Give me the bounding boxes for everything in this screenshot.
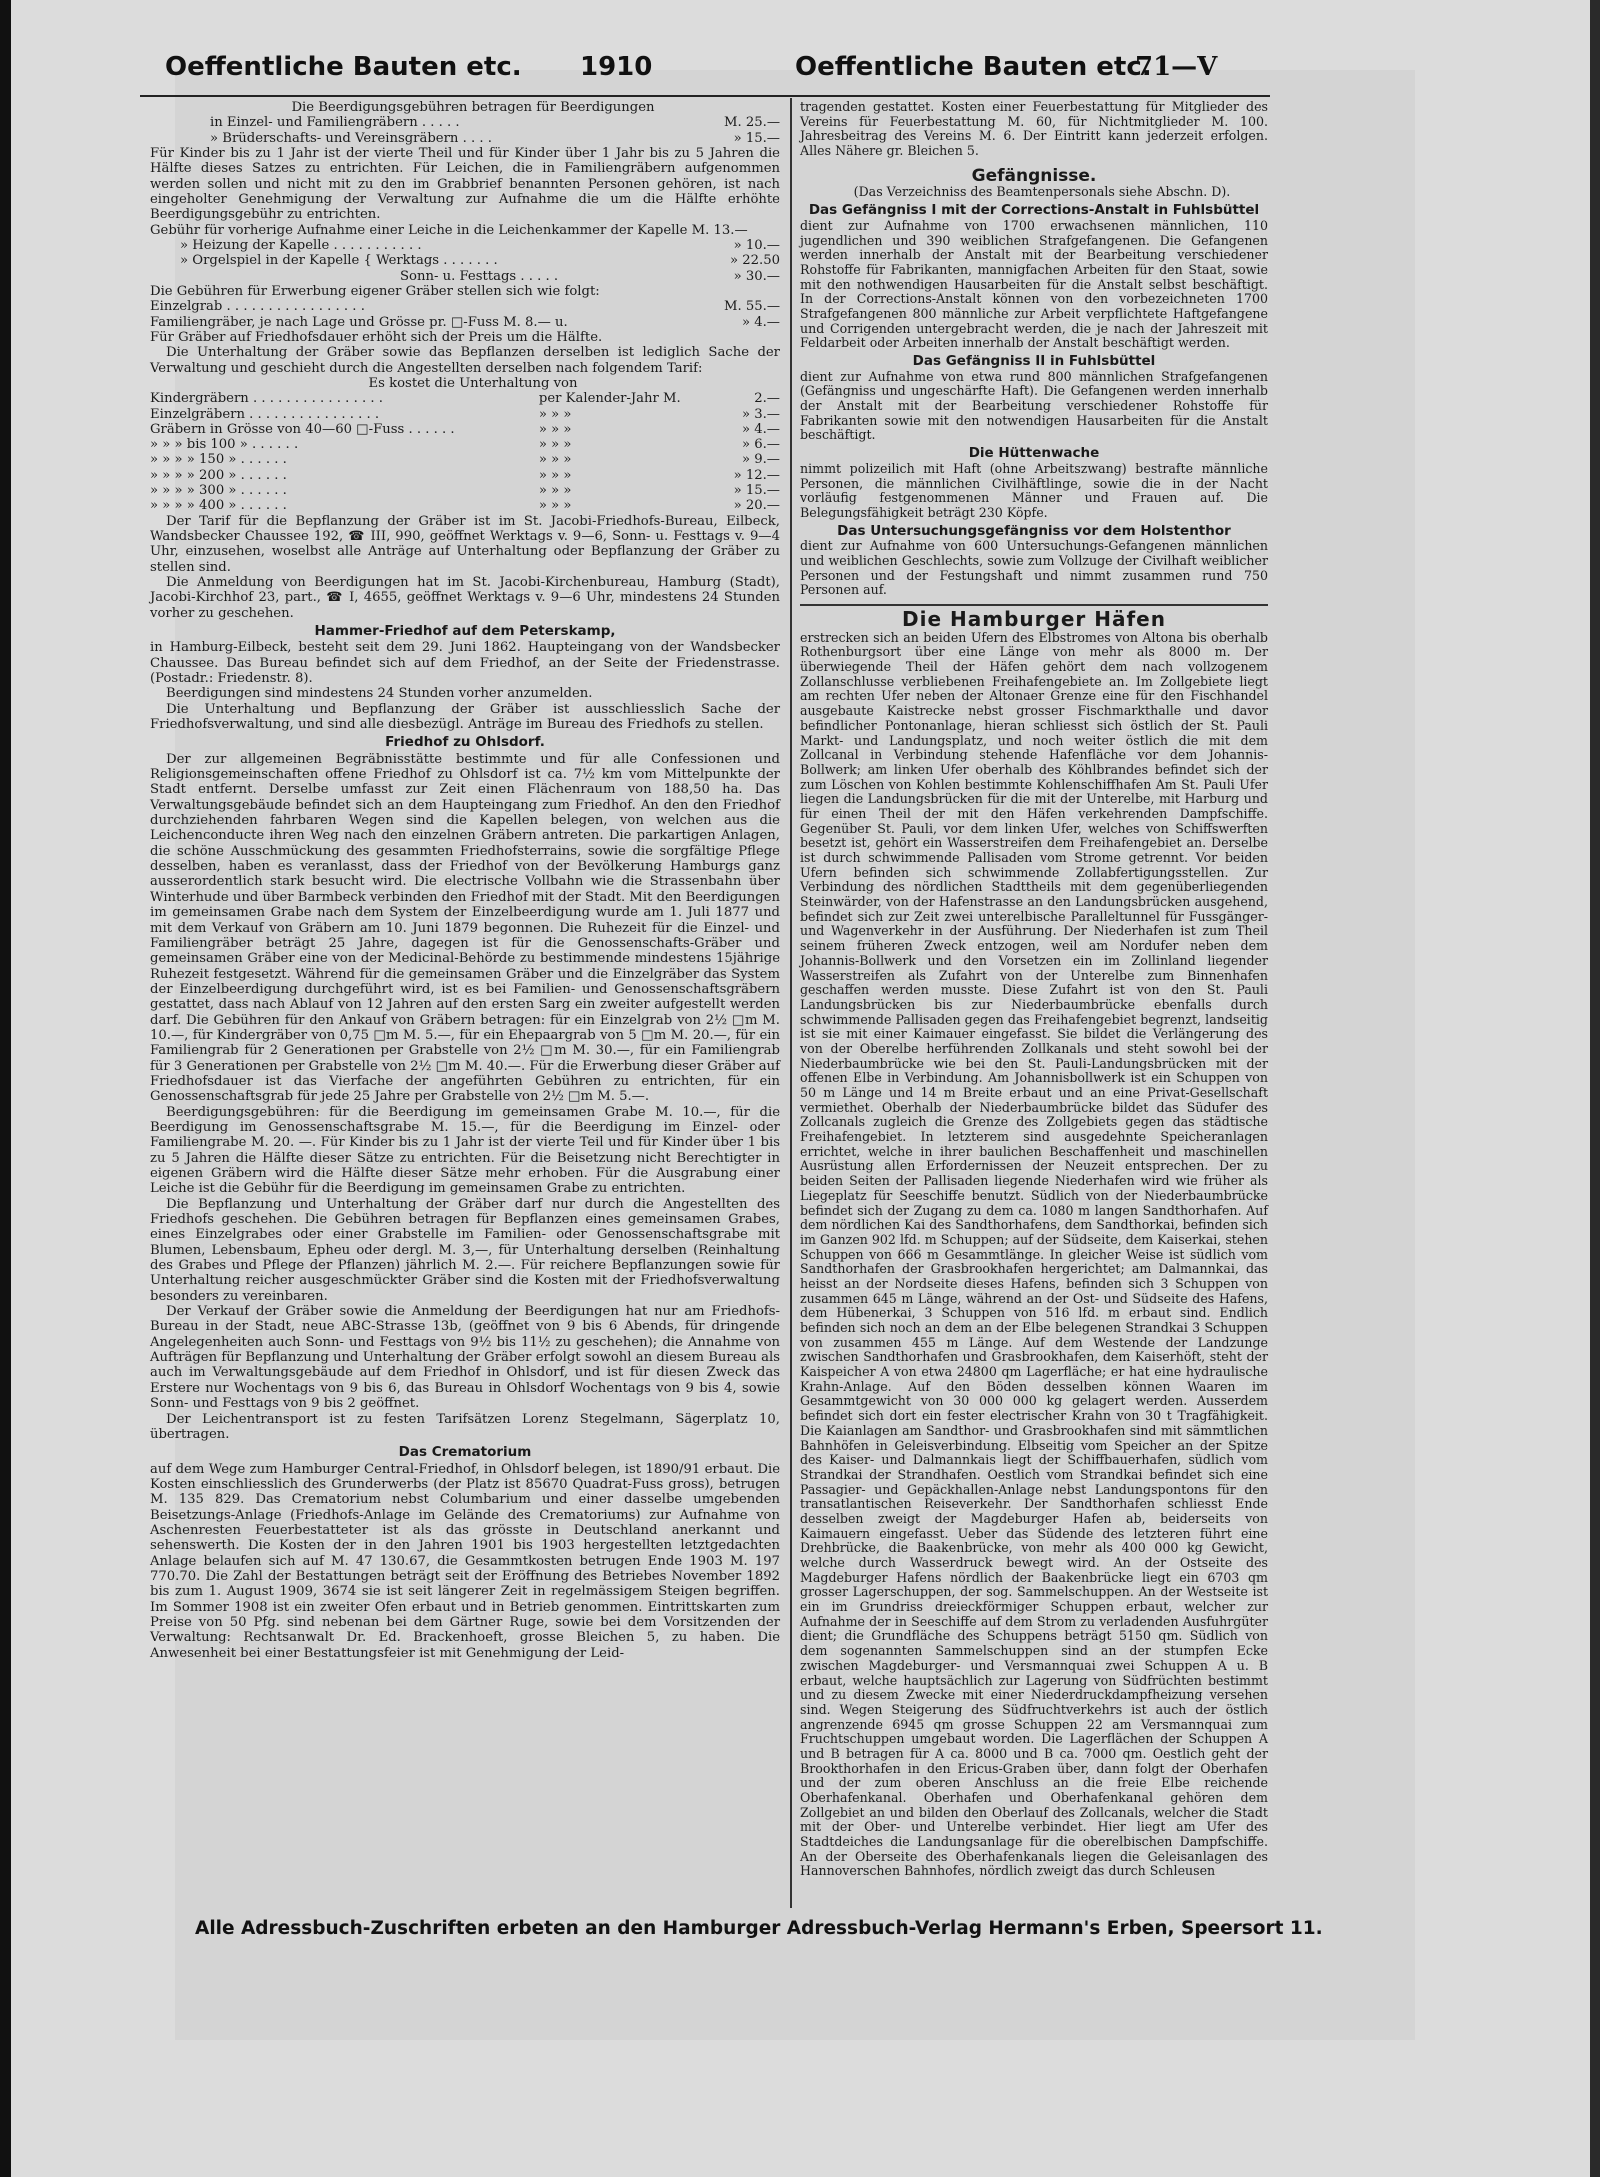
header-rule: [140, 95, 1270, 97]
remand-prison-text: dient zur Aufnahme von 600 Untersuchungs-Gefangenen männlichen und weiblichen Geschlechts, sowie zum Vollzuge der Civilhaft weiblicher Personen und der Festungshaft und nimmt zusammen rund 750 Personen auf.: [800, 538, 1268, 598]
ohlsdorf-text-4: Der Verkauf der Gräber sowie die Anmeldung der Beerdigungen hat nur am Friedhofs-Bureau in der Stadt, neue ABC-Strasse 13b, (geöffnet von 9 bis 6 Abends, für dringende Angelegenheiten auch Sonn- und Festtags von 9½ bis 11½ zu geschehen); die Annahme von Aufträgen für Bepflanzung und Unterhaltung der Gräber erfolgt sowohl an diesem Bureau als auch im Verwaltungsgebäude auf dem Friedhof in Ohlsdorf, und ist für diesen Zweck das Erstere nur Wochentags von 9 bis 6, das Bureau in Ohlsdorf Wochentags von 9 bis 4, sowie Sonn- und Festtags von 9 bis 2 geöffnet.: [150, 1304, 780, 1412]
crematorium-text: auf dem Wege zum Hamburger Central-Friedhof, in Ohlsdorf belegen, ist 1890/91 erbaut. Die Kosten einschliesslich des Grunderwerbs (der Platz ist 85670 Quadrat-Fuss gross), betrugen M. 135 829. Das Crematorium nebst Columbarium und einer dasselbe umgebenden Beisetzungs-Anlage (Friedhofs-Anlage im Gelände des Crematoriums) zur Aufnahme von Aschenresten Feuerbestatteter ist als das grösste in Deutschland anerkannt und sehenswerth. Die Kosten der in den Jahren 1901 bis 1903 hergestellten letztgedachten Anlage belaufen sich auf M. 47 130.67, die Gesammtkosten betrugen Ende 1903 M. 197 770.70. Die Zahl der Bestattungen beträgt seit der Eröffnung des Betriebes November 1892 bis zum 1. August 1909, 3674 sie ist seit längerer Zeit in regelmässigem Steigen begriffen. Im Sommer 1908 ist ein zweiter Ofen erbaut und in Betrieb genommen. Eintrittskarten zum Preise von 50 Pfg. sind nebenan bei dem Gärtner Ruge, sowie bei dem Vorsitzenden der Verwaltung: Rechtsanwalt Dr. Ed. Brackenhoeft, grosse Bleichen 5, zu haben. Die Anwesenheit bei einer Bestattungsfeier ist mit Genehmigung der Leid-: [150, 1461, 780, 1661]
maintenance-text: Die Unterhaltung der Gräber sowie das Bepflanzen derselben ist lediglich Sache der Verwaltung und geschieht durch die Angestellten derselben nach folgendem Tarif:: [150, 345, 780, 376]
section-heading-prisons: Gefängnisse.: [971, 165, 1097, 186]
right-column: [800, 100, 1268, 1879]
grave-purchase-row: Familiengräber, je nach Lage und Grösse pr. □-Fuss M. 8.— u. » 4.—: [150, 314, 780, 330]
column-divider: [790, 98, 792, 1908]
hammer-text-1: in Hamburg-Eilbeck, besteht seit dem 29. Juni 1862. Haupteingang von der Wandsbecker Chaussee. Das Bureau befindet sich auf dem Friedhof, an der Seite der Friedenstrasse. (Postadr.: Friedenstr. 8).: [150, 640, 780, 687]
ohlsdorf-text-2: Beerdigungsgebühren: für die Beerdigung im gemeinsamen Grabe M. 10.—, für die Beerdigung im Genossenschaftsgrabe M. 15.—, für die Beerdigung im Einzel- oder Familiengrabe M. 20. —. Für Kinder bis zu 1 Jahr ist der vierte Teil und für Kinder über 1 bis zu 5 Jahren die Hälfte dieser Sätze zu entrichten. Für die Beisetzung nicht Berechtigter in eigenen Gräbern wird die Hälfte dieser Sätze mehr erhoben. Für die Ausgrabung einer Leiche ist die Gebühr für die Beerdigung im gemeinsamen Grabe zu entrichten.: [150, 1104, 780, 1197]
ohlsdorf-text-1: Der zur allgemeinen Begräbnisstätte bestimmte und für alle Confessionen und Religionsgemeinschaften offene Friedhof zu Ohlsdorf ist ca. 7½ km vom Mittelpunkte der Stadt entfernt. Derselbe umfasst zur Zeit einen Flächenraum von 188,50 ha. Das Verwaltungsgebäude befindet sich an dem Haupteingang zum Friedhof. An den den Friedhof durchziehenden fahrbaren Wegen sind die Kapellen belegen, von welchen aus die Leichenconducte ihren Weg nach den einzelnen Gräbern antreten. Die parkartigen Anlagen, die schöne Ausschmückung des gesammten Friedhofsterrains, sowie die sorgfältige Pflege desselben, haben es veranlasst, dass der Friedhof von der Bevölkerung Hamburgs ganz ausserordentlich stark besucht wird. Die electrische Vollbahn wie die Strassenbahn über Winterhude und über Barmbeck verbinden den Friedhof mit der Stadt. Mit den Beerdigungen im gemeinsamen Grabe nach dem System der Einzelbeerdigung wurde am 1. Juli 1877 und mit dem Verkauf von Gräbern am 10. Juni 1879 begonnen. Die Ruhezeit für die Einzel- und Familiengräber beträgt 25 Jahre, dagegen ist für die Genossenschafts-Gräber und gemeinsamen Gräber eine von der Medicinal-Behörde zu bestimmende mindestens 15jährige Ruhezeit festgesetzt. Während für die gemeinsamen Gräber und die Einzelgräber das System der Einzelbeerdigung durchgeführt wird, ist es bei Familien- und Genossenschaftsgräbern gestattet, dass nach Ablauf von 12 Jahren auf den ersten Sarg ein zweiter aufgestellt werden darf. Die Gebühren für den Ankauf von Gräbern betragen: für ein Einzelgrab von 2½ □m M. 10.—, für Kindergräber von 0,75 □m M. 5.—, für ein Ehepaargrab von 5 □m M. 20.—, für ein Familiengrab für 2 Generationen per Grabstelle von 2½ □m M. 30.—, für ein Familiengrab für 3 Generationen per Grabstelle von 2½ □m M. 40.—. Für die Erwerbung dieser Gräber auf Friedhofsdauer ist das Vierfache der angeführten Gebühren zu entrichten, für ein Genossenschaftsgrab für jede 25 Jahre per Grabstelle von 2½ □m M. 5.—.: [150, 751, 780, 1105]
hammer-text-2: Beerdigungen sind mindestens 24 Stunden vorher anzumelden.: [166, 686, 593, 702]
tariff-row: » » » » 300 » . . . . . . » » » » 15.—: [150, 482, 780, 498]
tariff-row: Kindergräbern . . . . . . . . . . . . . . . . per Kalender-Jahr M. 2.—: [150, 391, 780, 407]
tariff-row: » » » bis 100 » . . . . . . » » » » 6.—: [150, 437, 780, 453]
scan-edge-left: [0, 0, 11, 2177]
fees-intro: Die Beerdigungsgebühren betragen für Beerdigungen: [291, 100, 655, 115]
huettenwache-heading: Die Hüttenwache: [968, 445, 1100, 462]
maintenance-intro: Es kostet die Unterhaltung von: [368, 375, 578, 391]
prison-2-text: dient zur Aufnahme von etwa rund 800 männlichen Strafgefangenen (Gefängniss und ungeschärfte Haft). Die Gefangenen werden innerhalb der Anstalt mit der Bearbeitung verschiedener Rohstoffe für Fabrikanten sowie mit den notwendigen Hausarbeiten für die Anstalt beschäftigt.: [800, 368, 1268, 443]
children-fees: Für Kinder bis zu 1 Jahr ist der vierte Theil und für Kinder über 1 Jahr bis zu 5 Jahren die Hälfte dieses Satzes zu entrichten. Für Leichen, die in Familiengräbern aufgenommen werden sollen und nicht mit zu den im Grabbrief benannten Personen gehören, ist nach eingeholter Genehmigung der Verwaltung zur Aufnahme die um die Hälfte erhöhte Beerdigungsgebühr zu entrichten.: [150, 145, 780, 223]
tariff-row: Gräbern in Grösse von 40—60 □-Fuss . . . . . . » » » » 4.—: [150, 421, 780, 437]
ohlsdorf-text-3: Die Bepflanzung und Unterhaltung der Gräber darf nur durch die Angestellten des Friedhofs geschehen. Die Gebühren betragen für Bepflanzen eines gemeinsamen Grabes, eines Einzelgrabes oder einer Grabstelle im Familien- oder Genossenschaftsgrabe mit Blumen, Lebensbaum, Epheu oder dergl. M. 3,—, für Unterhaltung derselben (Reinhaltung des Grabes und Pflege der Pflanzen) jährlich M. 2.—. Für reichere Bepflanzungen sowie für Unterhaltung reicher ausgeschmückter Gräber sind die Kosten mit der Friedhofsverwaltung besonders zu vereinbaren.: [150, 1196, 780, 1304]
tariff-row: » » » » 400 » . . . . . . » » » » 20.—: [150, 498, 780, 514]
tariff-row: » » » » 150 » . . . . . . » » » » 9.—: [150, 452, 780, 468]
running-head-right: Oeffentliche Bauten etc.: [795, 52, 1152, 82]
section-heading-ohlsdorf: Friedhof zu Ohlsdorf.: [385, 734, 545, 751]
chapel-table: [150, 238, 780, 284]
page-number: 71—V: [1135, 52, 1218, 82]
left-column: [150, 100, 780, 1661]
huettenwache-text: nimmt polizeilich mit Haft (ohne Arbeitszwang) bestrafte männliche Personen, die männlichen Civilhäftlinge, sowie die in der Nacht vorläufig festgenommenen Männer und Frauen auf. Die Belegungsfähigkeit beträgt 230 Köpfe.: [800, 460, 1268, 520]
chapel-row: » Heizung der Kapelle . . . . . . . . . . . » 10.—: [180, 238, 780, 253]
section-heading-crematorium: Das Crematorium: [398, 1444, 532, 1461]
burial-registration-text: Die Anmeldung von Beerdigungen hat im St. Jacobi-Kirchenbureau, Hamburg (Stadt), Jacobi-Kirchhof 23, part., ☎ I, 4655, geöffnet Werktags v. 9—6 Uhr, mindestens 24 Stunden vorher zu geschehen.: [150, 574, 780, 621]
tariff-row: Einzelgräbern . . . . . . . . . . . . . . . . » » » » 3.—: [150, 406, 780, 422]
prisons-subheading: (Das Verzeichniss des Beamtenpersonals siehe Abschn. D).: [853, 184, 1231, 200]
chapel-fee: Gebühr für vorherige Aufnahme einer Leiche in die Leichenkammer der Kapelle M. 13.—: [150, 222, 748, 238]
maintenance-tariff-table: [150, 391, 780, 513]
running-head-year: 1910: [580, 52, 653, 82]
scan-edge-right: [1590, 0, 1600, 2177]
section-heading-harbours: Die Hamburger Häfen: [902, 607, 1166, 631]
chapel-row: Sonn- u. Festtags . . . . . » 30.—: [400, 268, 780, 284]
fee-row: in Einzel- und Familiengräbern . . . . . M. 25.—: [210, 115, 780, 131]
harbours-text: erstrecken sich an beiden Ufern des Elbstromes von Altona bis oberhalb Rothenburgsort über eine Länge von mehr als 8000 m. Der überwiegende Theil der Häfen gehört dem nach vollzogenem Zollanschlusse verbliebenen Freihafengebiete an. Im Zollgebiete liegt am rechten Ufer neben der Altonaer Grenze eine für den Fischhandel ausgebaute Kaistrecke nebst grosser Fischmarkthalle und davor befindlicher Pontonanlage, hieran schliesst sich östlich der St. Pauli Markt- und Landungsplatz, und noch weiter östlich die mit dem Zollcanal in Verbindung stehende Hafenfläche vor dem Johannis-Bollwerk; am linken Ufer oberhalb des Köhlbrandes befindet sich der zum Löschen von Kohlen bestimmte Kohlenschiffhafen Am St. Pauli Ufer liegen die Landungsbrücken für die mit der Unterelbe, mit Harburg und für einen Theil der mit den Häfen verkehrenden Dampfschiffe. Gegenüber St. Pauli, vor dem linken Ufer, welches von Schiffswerften besetzt ist, gehört ein Wasserstreifen dem Freihafengebiet an. Derselbe ist durch schwimmende Pallisaden vom Strome getrennt. Vor beiden Ufern befinden sich schwimmende Zollabfertigungsstellen. Zur Verbindung des nördlichen Stadttheils mit dem gegenüberliegenden Steinwärder, von der Hafenstrasse an den Landungsbrücken ausgehend, befindet sich zur Zeit zwei unterelbische Paralleltunnel für Fussgänger- und Wagenverkehr in der Ausführung. Der Niederhafen ist zum Theil seinem früheren Zweck entzogen, weil am Nordufer neben dem Johannis-Bollwerk und den Vorsetzen ein im Zollinland liegender Wasserstreifen als Zufahrt von der Unterelbe zum Binnenhafen geschaffen werden musste. Diese Zufahrt ist von den St. Pauli Landungsbrücken bis zur Niederbaumbrücke ebenfalls durch schwimmende Pallisaden gegen das Freihafengebiet begrenzt, landseitig ist sie mit einer Kaimauer eingefasst. Sie bildet die Verlängerung des von der Oberelbe herführenden Zollkanals und steht sowohl bei der Niederbaumbrücke wie bei den St. Pauli-Landungsbrücken mit der offenen Elbe in Verbindung. Am Johannisbollwerk ist ein Schuppen von 50 m Länge und 14 m Breite erbaut und an eine Privat-Gesellschaft vermiethet. Oberhalb der Niederbaumbrücke bildet das Südufer des Zollcanals zugleich die Grenze des Zollgebiets gegen das städtische Freihafengebiet. In letzterem sind ausgedehnte Speicheranlagen errichtet, welche in ihrer baulichen Beschaffenheit und maschinellen Ausrüstung allen Erfordernissen der Neuzeit entsprechen. Der zu beiden Seiten der Pallisaden liegende Niederhafen wird wie früher als Liegeplatz für Seeschiffe benutzt. Südlich von der Niederbaumbrücke befindet sich der Zugang zu dem ca. 1080 m langen Sandthorhafen. Auf dem nördlichen Kai des Sandthorhafens, dem Sandthorkai, befinden sich im Ganzen 902 lfd. m Schuppen; auf der Südseite, dem Kaiserkai, stehen Schuppen von 666 m Gesammtlänge. In gleicher Weise ist südlich vom Sandthorhafen der Grasbrookhafen hergerichtet; am Dalmannkai, das heisst an der Nordseite dieses Hafens, befinden sich 3 Schuppen von zusammen 645 m Länge, während an der Ost- und Südseite des Hafens, dem Hübenerkai, 3 Schuppen von 516 lfd. m erbaut sind. Endlich befinden sich noch an dem an der Elbe belegenen Strandkai 3 Schuppen von zusammen 455 m Länge. Auf dem Westende der Landzunge zwischen Sandthorhafen und Grasbrookhafen, dem Kaiserhöft, steht der Kaispeicher A von etwa 24800 qm Lagerfläche; er hat eine hydraulische Krahn-Anlage. Auf den Böden desselben können Waaren im Gesammtgewicht von 30 000 000 kg gelagert werden. Ausserdem befindet sich dort ein fester electrischer Krahn von 30 t Tragfähigkeit. Die Kaianlagen am Sandthor- und Grasbrookhafen sind mit sämmtlichen Bahnhöfen in Geleisverbindung. Elbseitig vom Speicher an der Spitze des Kaiser- und Dalmannkais liegt der Schiffbauerhafen, südlich vom Strandkai der Strandhafen. Oestlich vom Strandkai befindet sich eine Passagier- und Gepäckhallen-Anlage nebst Landungspontons für den transatlantischen Reiseverkehr. Der Sandthorhafen schliesst Ende desselben zweigt der Magdeburger Hafen ab, beiderseits von Kaimauern eingefasst. Ueber das Südende des letzteren führt eine Drehbrücke, die Baakenbrücke, von mehr als 400 000 kg Gewicht, welche durch Wasserdruck bewegt wird. An der Ostseite des Magdeburger Hafens nördlich der Baakenbrücke liegt ein 6703 qm grosser Lagerschuppen, der sog. Sammelschuppen. An der Westseite ist ein im Grundriss dreieckförmiger Schuppen erbaut, welcher zur Aufnahme der in Seeschiffe auf dem Strom zu verladenden Ausfuhrgüter dient; die Grundfläche des Schuppens beträgt 5150 qm. Südlich von dem sogenannten Sammelschuppen sind an der stumpfen Ecke zwischen Magdeburger- und Versmannquai zwei Schuppen A u. B erbaut, welche hauptsächlich zur Lagerung von Südfrüchten bestimmt und zu diesem Zwecke mit einer Niederdruckdampfheizung versehen sind. Wegen Steigerung des Südfruchtverkehrs ist auch der östlich angrenzende 6945 qm grosse Schuppen 22 am Versmannquai zum Fruchtschuppen umgebaut worden. Die Lagerflächen der Schuppen A und B betragen für A ca. 8000 und B ca. 7000 qm. Oestlich geht der Brookthorhafen in den Ericus-Graben über, dann folgt der Oberhafen und der zum oberen Anschluss an die freie Elbe reichende Oberhafenkanal. Oberhafen und Oberhafenkanal gehören dem Zollgebiet an und bilden den Oberlauf des Zollcanals, welcher die Stadt mit der Ober- und Unterelbe verbindet. Hier liegt am Ufer des Stadtdeiches die Landungsanlage für die oberelbischen Dampfschiffe. An der Oberseite des Oberhafenkanals liegen die Geleisanlagen des Hannoverschen Bahnhofes, nördlich zweigt das durch Schleusen: [800, 629, 1268, 1879]
permanent-grave-note: Für Gräber auf Friedhofsdauer erhöht sich der Preis um die Hälfte.: [150, 329, 603, 345]
tariff-bureau-text: Der Tarif für die Bepflanzung der Gräber ist im St. Jacobi-Friedhofs-Bureau, Eilbeck, Wandsbecker Chaussee 192, ☎ III, 990, geöffnet Werktags v. 9—6, Sonn- u. Festtags v. 9—4 Uhr, einzusehen, woselbst alle Anträge auf Unterhaltung oder Bepflanzung der Gräber zu stellen sind.: [150, 513, 780, 575]
prison-1-text: dient zur Aufnahme von 1700 erwachsenen männlichen, 110 jugendlichen und 390 weiblichen Strafgefangenen. Die Gefangenen werden innerhalb der Anstalt mit der Bearbeitung verschiedener Rohstoffe für Fabrikanten, mannigfachen Arbeiten für den Staat, sowie mit den nothwendigen Hausarbeiten für die Anstalt selbst beschäftigt. In der Corrections-Anstalt können von den vorbezeichneten 1700 Strafgefangenen 800 männliche zur Arbeit verpflichtete Haftgefangene und Corrigenden untergebracht werden, die je nach der Jahreszeit mit Feldarbeit oder Arbeiten innerhalb der Anstalt beschäftigt werden.: [800, 217, 1268, 351]
tariff-row: » » » » 200 » . . . . . . » » » » 12.—: [150, 467, 780, 483]
footer-notice: Alle Adressbuch-Zuschriften erbeten an den Hamburger Adressbuch-Verlag Hermann's Erben, Speersort 11.: [195, 1918, 1323, 1939]
hammer-text-3: Die Unterhaltung und Bepflanzung der Gräber ist ausschliesslich Sache der Friedhofsverwaltung, und sind alle diesbezügl. Anträge im Bureau des Friedhofs zu stellen.: [150, 701, 780, 733]
running-head-left: Oeffentliche Bauten etc.: [165, 52, 522, 82]
remand-prison-heading: Das Untersuchungsgefängniss vor dem Holstenthor: [837, 522, 1231, 539]
fee-row: » Brüderschafts- und Vereinsgräbern . . . . » 15.—: [210, 130, 780, 146]
grave-purchase-intro: Die Gebühren für Erwerbung eigener Gräber stellen sich wie folgt:: [150, 283, 600, 299]
section-heading-hammer: Hammer-Friedhof auf dem Peterskamp,: [314, 622, 616, 639]
section-rule: [800, 604, 1268, 606]
prison-1-heading: Das Gefängniss I mit der Corrections-Anstalt in Fuhlsbüttel: [808, 202, 1260, 219]
grave-purchase-table: [150, 299, 780, 330]
grave-purchase-row: Einzelgrab . . . . . . . . . . . . . . . . . M. 55.—: [150, 299, 780, 315]
fee-table: [150, 115, 780, 146]
chapel-row: » Orgelspiel in der Kapelle { Werktags . . . . . . . » 22.50: [180, 253, 780, 269]
ohlsdorf-text-5: Der Leichentransport ist zu festen Tarifsätzen Lorenz Stegelmann, Sägerplatz 10, übertragen.: [150, 1411, 780, 1442]
prison-2-heading: Das Gefängniss II in Fuhlsbüttel: [912, 353, 1156, 369]
crematorium-continued-text: tragenden gestattet. Kosten einer Feuerbestattung für Mitglieder des Vereins für Feuerbestattung M. 60, für Nichtmitglieder M. 100. Jahresbeitrag des Vereins M. 6. Der Eintritt kann jederzeit erfolgen. Alles Nähere gr. Bleichen 5.: [800, 99, 1268, 159]
